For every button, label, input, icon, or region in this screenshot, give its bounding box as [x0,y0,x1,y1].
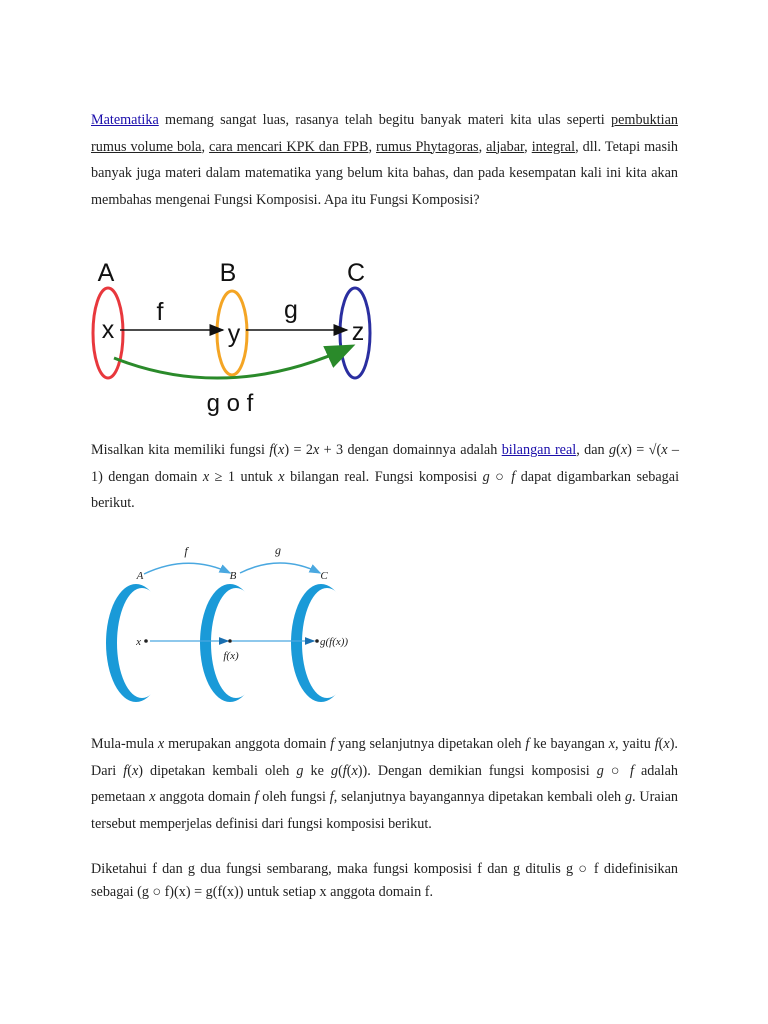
intro-paragraph: Matematika memang sangat luas, rasanya telah begitu banyak materi kita ulas seperti pembuktian rumus volume bola, cara mencari KPK dan FPB, rumus Phytagoras, aljabar, integral, dll. Tetapi masih banyak juga materi dalam matematika yang belum kita bahas, dan pada kesempatan kali ini kita akan membahas mengenai Fungsi Komposisi. Apa itu Fungsi Komposisi? [91,112,679,208]
function-example-paragraph: Misalkan kita memiliki fungsi f(x) = 2x + 3 dengan domainnya adalah bilangan real, dan g(x) = √(x – 1) dengan domain x ≥ 1 untuk x bilangan real. Fungsi komposisi g ○ f dapat digambarkan sebagai berikut. [91,442,680,511]
composition-diagram-sets [88,535,378,705]
set-b-disc [200,584,261,702]
curve-g-label: g [275,543,281,557]
link-volume-bola[interactable]: pembuktian rumus volume bola [91,112,678,155]
curve-f-label: f [184,544,188,558]
link-phytagoras[interactable]: rumus Phytagoras [376,138,479,155]
matematika-link[interactable]: Matematika [91,112,159,128]
composite-label: g o f [206,390,254,417]
point-gfx [315,639,319,643]
element-y: y [227,320,241,348]
set-a-label: A [97,259,115,287]
element-gfx: g(f(x)) [320,636,349,648]
composite-arrow [114,347,350,378]
element-x: x [136,636,141,648]
curve-arrow-g [240,563,320,573]
arrow-g-label: g [284,296,298,324]
point-x [144,639,148,643]
link-kpk-fpb[interactable]: cara mencari KPK dan FPB [209,138,369,155]
set-a-label: A [136,570,144,582]
definition-paragraph: Diketahui f dan g dua fungsi sembarang, maka fungsi komposisi f dan g ditulis g ○ f didefinisikan sebagai (g ○ f)(x) = g(f(x)) untuk setiap x anggota domain f. [91,861,678,900]
element-z: z [351,318,365,346]
curve-arrow-f [144,563,230,574]
link-aljabar[interactable]: aljabar [486,138,525,155]
link-integral[interactable]: integral [531,138,576,155]
composition-diagram-simple [88,255,388,420]
point-fx [228,639,232,643]
set-b-label: B [229,570,237,582]
set-c-label: C [346,259,366,287]
set-c-label: C [320,570,328,582]
element-x: x [101,316,115,344]
set-b-label: B [219,259,237,287]
arrow-f-label: f [156,298,164,326]
element-fx: f(x) [223,650,239,662]
explanation-paragraph: Mula-mula x merupakan anggota domain f yang selanjutnya dipetakan oleh f ke bayangan x, yaitu f(x). Dari f(x) dipetakan kembali oleh g ke g(f(x)). Dengan demikian fungsi komposisi g ○ f adalah pemetaan x anggota domain f oleh fungsi f, selanjutnya bayangannya dipetakan kembali oleh g. Uraian tersebut memperjelas definisi dari fungsi komposisi berikut. [91,736,679,832]
bilangan-real-link[interactable]: bilangan real [501,442,577,458]
